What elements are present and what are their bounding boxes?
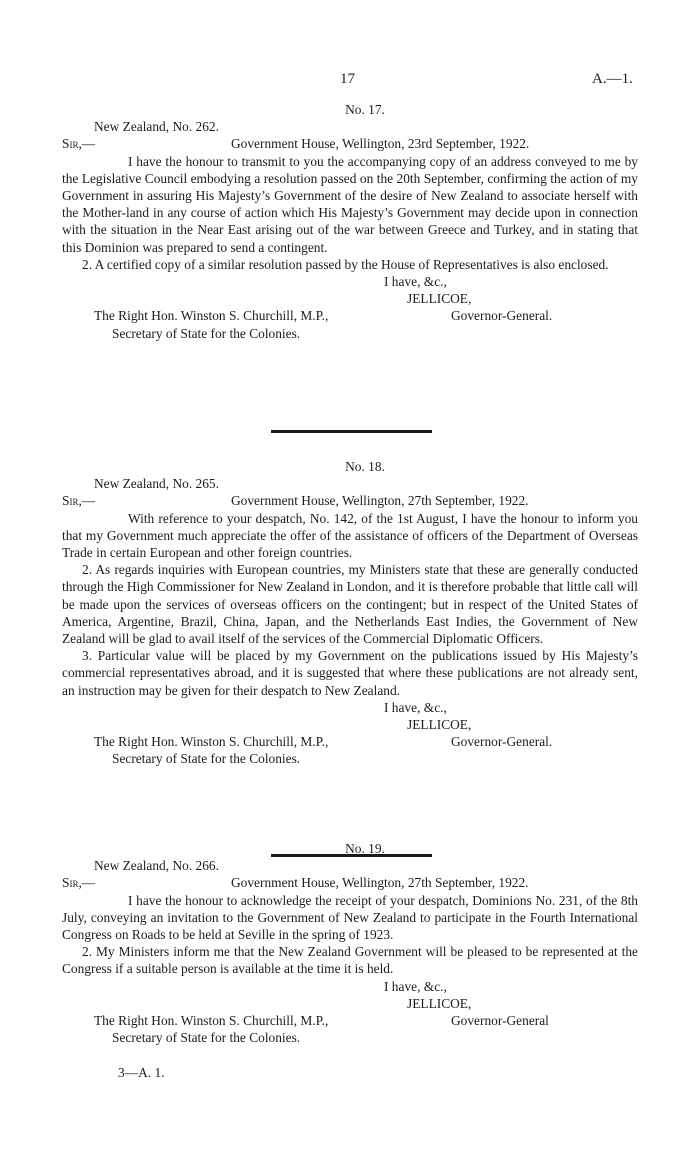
despatch-reference: New Zealand, No. 262. bbox=[94, 119, 219, 135]
addressee-title: Secretary of State for the Colonies. bbox=[112, 1030, 301, 1046]
place-date: Government House, Wellington, 23rd September, 1922. bbox=[231, 136, 530, 152]
closing: I have, &c., bbox=[384, 978, 447, 994]
letter-19-body bbox=[62, 840, 638, 1046]
closing: I have, &c., bbox=[384, 274, 447, 290]
salutation: Sir,— bbox=[62, 136, 96, 152]
place-date: Government House, Wellington, 27th September, 1922. bbox=[231, 493, 529, 509]
letter-number: No. 18. bbox=[345, 459, 385, 474]
page-header bbox=[0, 71, 700, 91]
paragraph: I have the honour to acknowledge the receipt of your despatch, Dominions No. 231, of the 8th July, conveying an invitation to the Government of New Zealand to participate in the Fourth International Congress on Roads to be held at Seville in the spring of 1923. bbox=[62, 892, 638, 942]
paragraph: 2. As regards inquiries with European countries, my Ministers state that these are generally conducted through the High Commissioner for New Zealand in London, and it is therefore probable that little call will be made upon the services of overseas officers on the contingent; but in respect of the United States of America, Argentine, Brazil, China, Japan, and the Netherlands East Indies, the Government of New Zealand will be glad to avail itself of the services of the Commercial Diplomatic Officers. bbox=[62, 562, 638, 647]
addressee-line bbox=[94, 307, 638, 324]
addressee-title: Secretary of State for the Colonies. bbox=[112, 751, 301, 767]
salutation: Sir,— bbox=[62, 875, 96, 891]
signer-title: Governor-General. bbox=[451, 734, 553, 750]
despatch-reference: New Zealand, No. 265. bbox=[94, 476, 219, 492]
signer-title: Governor-General. bbox=[451, 308, 553, 324]
salutation: Sir,— bbox=[62, 493, 96, 509]
section-divider bbox=[271, 430, 432, 433]
addressee-line bbox=[94, 1012, 638, 1029]
letter-number: No. 17. bbox=[345, 102, 385, 117]
paragraph: I have the honour to transmit to you the accompanying copy of an address conveyed to me by the Legislative Council embodying a resolution passed on the 20th September, confirming the action of my Government in assuring His Majesty’s Government of the desire of New Zealand to associate herself with the Mother-land in any course of action which His Majesty’s Government may decide upon in connection with the situation in the Near East arising out of the war between Greece and Turkey, and in stating that this Dominion was prepared to send a contingent. bbox=[62, 153, 638, 255]
place-date: Government House, Wellington, 27th September, 1922. bbox=[231, 875, 529, 891]
letter-number: No. 19. bbox=[345, 841, 385, 856]
paragraph: With reference to your despatch, No. 142, of the 1st August, I have the honour to inform you that my Government much appreciate the offer of the assistance of officers of the Department of Overseas Trade in certain European and other foreign countries. bbox=[62, 510, 638, 560]
addressee-title: Secretary of State for the Colonies. bbox=[112, 325, 301, 341]
despatch-reference: New Zealand, No. 266. bbox=[94, 858, 219, 874]
document-reference: A.—1. bbox=[592, 71, 633, 87]
salutation-line bbox=[62, 874, 638, 891]
letter-17 bbox=[62, 101, 638, 342]
signature: JELLICOE, bbox=[407, 291, 472, 307]
addressee: The Right Hon. Winston S. Churchill, M.P., bbox=[94, 1013, 329, 1029]
addressee-line bbox=[94, 733, 638, 750]
letter-18 bbox=[62, 458, 638, 768]
signature: JELLICOE, bbox=[407, 995, 472, 1011]
closing: I have, &c., bbox=[384, 699, 447, 715]
page-number: 17 bbox=[340, 71, 355, 87]
addressee: The Right Hon. Winston S. Churchill, M.P., bbox=[94, 734, 329, 750]
paragraph: 2. My Ministers inform me that the New Zealand Government will be pleased to be represented at the Congress if a suitable person is available at the time it is held. bbox=[62, 944, 638, 977]
signer-title: Governor-General bbox=[451, 1013, 549, 1029]
addressee: The Right Hon. Winston S. Churchill, M.P., bbox=[94, 308, 329, 324]
signature-mark: 3—A. 1. bbox=[118, 1065, 165, 1080]
signature: JELLICOE, bbox=[407, 717, 472, 733]
paragraph: 3. Particular value will be placed by my Government on the publications issued by His Majesty’s commercial representatives abroad, and it is suggested that where these publications are not already sent, an instruction may be given for their despatch to New Zealand. bbox=[62, 648, 638, 698]
salutation-line bbox=[62, 135, 638, 152]
salutation-line bbox=[62, 492, 638, 509]
paragraph: 2. A certified copy of a similar resolution passed by the House of Representatives is also enclosed. bbox=[82, 256, 609, 272]
